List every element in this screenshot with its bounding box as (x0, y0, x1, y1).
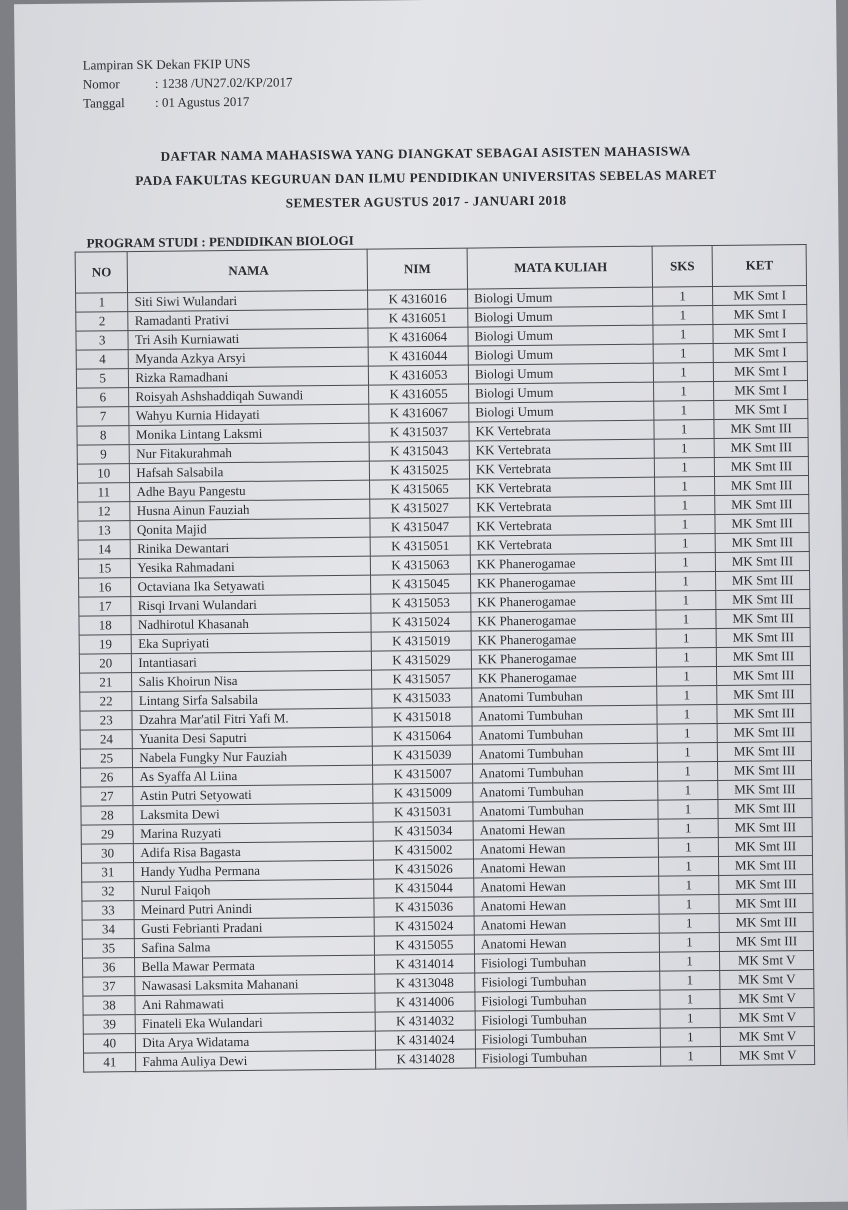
cell-no: 23 (80, 711, 133, 731)
cell-ket: MK Smt I (714, 381, 808, 401)
letter-metadata (83, 53, 293, 112)
cell-nama: Wahyu Kurnia Hidayati (129, 404, 369, 426)
cell-nim: K 4315029 (371, 650, 471, 670)
cell-no: 13 (78, 521, 131, 541)
cell-nim: K 4316055 (369, 384, 469, 404)
cell-ket: MK Smt III (716, 590, 810, 610)
cell-ket: MK Smt III (719, 931, 813, 951)
cell-nama: Meinard Putri Anindi (134, 898, 374, 920)
cell-mata-kuliah: KK Phanerogamae (471, 629, 656, 650)
cell-ket: MK Smt III (718, 817, 812, 837)
cell-no: 30 (81, 844, 134, 864)
cell-sks: 1 (654, 400, 715, 420)
cell-ket: MK Smt III (717, 665, 811, 685)
cell-ket: MK Smt III (714, 419, 808, 439)
cell-no: 32 (82, 882, 135, 902)
cell-nama: Nur Fitakurahmah (130, 442, 370, 464)
nomor-value: : 1238 /UN27.02/KP/2017 (154, 74, 293, 91)
cell-sks: 1 (655, 495, 716, 515)
cell-ket: MK Smt III (718, 779, 812, 799)
cell-nama: Ramadanti Prativi (128, 309, 368, 331)
cell-ket: MK Smt III (715, 533, 809, 553)
cell-nama: Safina Salma (135, 936, 375, 958)
cell-nama: Octaviana Ika Setyawati (131, 575, 371, 597)
cell-sks: 1 (660, 970, 721, 990)
cell-ket: MK Smt III (716, 552, 810, 572)
cell-mata-kuliah: KK Vertebrata (469, 439, 654, 460)
cell-nim: K 4315043 (369, 441, 469, 461)
cell-mata-kuliah: Fisiologi Tumbuhan (475, 971, 660, 992)
cell-mata-kuliah: Anatomi Hewan (474, 876, 659, 897)
cell-mata-kuliah: KK Phanerogamae (471, 648, 656, 669)
cell-mata-kuliah: Fisiologi Tumbuhan (475, 990, 660, 1011)
cell-no: 37 (83, 977, 136, 997)
cell-no: 5 (76, 369, 129, 389)
table-body (76, 286, 815, 1073)
cell-nim: K 4315031 (373, 802, 473, 822)
cell-mata-kuliah: Biologi Umum (468, 287, 653, 308)
cell-ket: MK Smt III (719, 874, 813, 894)
cell-no: 39 (83, 1015, 136, 1035)
cell-sks: 1 (652, 287, 713, 307)
cell-sks: 1 (655, 552, 716, 572)
cell-no: 40 (83, 1034, 136, 1054)
cell-mata-kuliah: Fisiologi Tumbuhan (475, 1047, 660, 1068)
cell-no: 34 (82, 920, 135, 940)
cell-nim: K 4314028 (376, 1049, 476, 1069)
cell-ket: MK Smt V (720, 1026, 814, 1046)
cell-mata-kuliah: KK Vertebrata (469, 420, 654, 441)
cell-nim: K 4314032 (375, 1011, 475, 1031)
cell-nim: K 4315026 (374, 859, 474, 879)
cell-nama: Hafsah Salsabila (130, 461, 370, 483)
cell-mata-kuliah: Biologi Umum (469, 382, 654, 403)
cell-nim: K 4315057 (372, 669, 472, 689)
cell-nama: Finateli Eka Wulandari (136, 1012, 376, 1034)
cell-no: 14 (78, 540, 131, 560)
cell-mata-kuliah: Anatomi Hewan (473, 819, 658, 840)
cell-ket: MK Smt I (714, 400, 808, 420)
cell-nama: Lintang Sirfa Salsabila (132, 689, 372, 711)
cell-sks: 1 (655, 533, 716, 553)
cell-nama: Rizka Ramadhani (129, 366, 369, 388)
cell-sks: 1 (659, 951, 720, 971)
cell-nama: Ani Rahmawati (135, 993, 375, 1015)
cell-nim: K 4316067 (369, 403, 469, 423)
cell-no: 31 (82, 863, 135, 883)
cell-nim: K 4315018 (372, 707, 472, 727)
cell-ket: MK Smt III (715, 495, 809, 515)
cell-sks: 1 (655, 514, 716, 534)
cell-nim: K 4315019 (371, 631, 471, 651)
cell-no: 3 (76, 331, 129, 351)
cell-mata-kuliah: Anatomi Tumbuhan (472, 724, 657, 745)
cell-nim: K 4316016 (368, 289, 468, 309)
cell-no: 24 (80, 730, 133, 750)
cell-nim: K 4314014 (375, 954, 475, 974)
cell-nim: K 4314024 (375, 1030, 475, 1050)
cell-mata-kuliah: Biologi Umum (468, 325, 653, 346)
cell-sks: 1 (657, 685, 718, 705)
cell-nama: Yesika Rahmadani (131, 556, 371, 578)
cell-nim: K 4315053 (371, 593, 471, 613)
cell-nim: K 4315063 (370, 555, 470, 575)
cell-no: 36 (83, 958, 136, 978)
cell-sks: 1 (656, 628, 717, 648)
cell-no: 6 (77, 388, 130, 408)
cell-nim: K 4315051 (370, 536, 470, 556)
tanggal-value: : 01 Agustus 2017 (154, 93, 250, 110)
cell-no: 19 (79, 635, 132, 655)
cell-nama: Tri Asih Kurniawati (128, 328, 368, 350)
cell-nama: Nurul Faiqoh (134, 879, 374, 901)
cell-nim: K 4315024 (371, 612, 471, 632)
cell-sks: 1 (660, 1027, 721, 1047)
cell-nama: As Syaffa Al Liina (133, 765, 373, 787)
cell-sks: 1 (656, 609, 717, 629)
cell-no: 9 (77, 445, 130, 465)
cell-ket: MK Smt III (717, 703, 811, 723)
cell-mata-kuliah: Biologi Umum (468, 363, 653, 384)
cell-sks: 1 (658, 818, 719, 838)
cell-ket: MK Smt III (718, 798, 812, 818)
cell-no: 8 (77, 426, 130, 446)
cell-ket: MK Smt III (716, 628, 810, 648)
cell-nama: Marina Ruzyati (134, 822, 374, 844)
cell-no: 26 (81, 768, 134, 788)
cell-mata-kuliah: Anatomi Hewan (474, 914, 659, 935)
cell-nama: Laksmita Dewi (133, 803, 373, 825)
cell-no: 33 (82, 901, 135, 921)
cell-nama: Astin Putri Setyowati (133, 784, 373, 806)
cell-no: 21 (80, 673, 133, 693)
cell-nama: Salis Khoirun Nisa (132, 670, 372, 692)
cell-no: 4 (76, 350, 129, 370)
cell-nim: K 4313048 (375, 973, 475, 993)
cell-ket: MK Smt III (719, 893, 813, 913)
cell-nama: Dzahra Mar'atil Fitri Yafi M. (132, 708, 372, 730)
program-studi-heading: PROGRAM STUDI : PENDIDIKAN BIOLOGI (86, 232, 354, 251)
cell-mata-kuliah: Fisiologi Tumbuhan (474, 952, 659, 973)
cell-sks: 1 (659, 932, 720, 952)
cell-nama: Gusti Febrianti Pradani (135, 917, 375, 939)
cell-nim: K 4316064 (368, 327, 468, 347)
cell-no: 20 (79, 654, 132, 674)
cell-nama: Yuanita Desi Saputri (133, 727, 373, 749)
cell-nim: K 4315009 (373, 783, 473, 803)
cell-sks: 1 (658, 856, 719, 876)
cell-ket: MK Smt III (715, 514, 809, 534)
cell-ket: MK Smt III (716, 571, 810, 591)
cell-nim: K 4315044 (374, 878, 474, 898)
cell-nim: K 4315027 (370, 498, 470, 518)
title-line-1: DAFTAR NAMA MAHASISWA YANG DIANGKAT SEBAGAI ASISTEN MAHASISWA (160, 143, 691, 164)
title-line-2: PADA FAKULTAS KEGURUAN DAN ILMU PENDIDIKAN UNIVERSITAS SEBELAS MARET (135, 166, 717, 189)
column-header-ket: KET (712, 245, 806, 287)
cell-nama: Nadhirotul Khasanah (131, 613, 371, 635)
cell-nim: K 4315007 (373, 764, 473, 784)
cell-sks: 1 (654, 438, 715, 458)
cell-ket: MK Smt III (718, 741, 812, 761)
cell-sks: 1 (660, 1046, 721, 1066)
cell-nama: Intantiasari (132, 651, 372, 673)
cell-ket: MK Smt III (717, 647, 811, 667)
cell-nama: Handy Yudha Permana (134, 860, 374, 882)
nomor-label: Nomor (82, 76, 120, 92)
cell-mata-kuliah: KK Vertebrata (470, 515, 655, 536)
cell-nama: Adifa Risa Bagasta (134, 841, 374, 863)
cell-nama: Dita Arya Widatama (136, 1031, 376, 1053)
cell-ket: MK Smt I (713, 286, 807, 306)
cell-no: 27 (81, 787, 134, 807)
cell-mata-kuliah: Biologi Umum (468, 306, 653, 327)
cell-nama: Qonita Majid (130, 518, 370, 540)
cell-nim: K 4316053 (368, 365, 468, 385)
cell-nim: K 4315055 (374, 935, 474, 955)
cell-mata-kuliah: Anatomi Tumbuhan (473, 762, 658, 783)
column-header-nim: NIM (367, 248, 467, 290)
cell-ket: MK Smt III (717, 684, 811, 704)
cell-sks: 1 (659, 875, 720, 895)
cell-nama: Adhe Bayu Pangestu (130, 480, 370, 502)
document-page (14, 0, 848, 1210)
cell-ket: MK Smt V (720, 988, 814, 1008)
cell-ket: MK Smt III (719, 855, 813, 875)
cell-nama: Risqi Irvani Wulandari (131, 594, 371, 616)
cell-ket: MK Smt III (714, 438, 808, 458)
cell-mata-kuliah: KK Phanerogamae (471, 591, 656, 612)
cell-sks: 1 (654, 457, 715, 477)
cell-ket: MK Smt V (721, 1045, 815, 1065)
cell-no: 41 (84, 1053, 137, 1073)
cell-nama: Rinika Dewantari (131, 537, 371, 559)
cell-ket: MK Smt III (718, 760, 812, 780)
cell-ket: MK Smt III (719, 912, 813, 932)
tanggal-line (83, 91, 293, 112)
cell-sks: 1 (656, 647, 717, 667)
column-header-nama: NAMA (128, 249, 368, 293)
cell-nim: K 4315025 (369, 460, 469, 480)
cell-nim: K 4315039 (372, 745, 472, 765)
cell-sks: 1 (653, 325, 714, 345)
cell-no: 18 (79, 616, 132, 636)
cell-no: 38 (83, 996, 136, 1016)
cell-no: 2 (76, 312, 129, 332)
cell-nim: K 4315047 (370, 517, 470, 537)
cell-sks: 1 (660, 989, 721, 1009)
cell-sks: 1 (659, 913, 720, 933)
cell-no: 22 (80, 692, 133, 712)
cell-nama: Nawasasi Laksmita Mahanani (135, 974, 375, 996)
cell-sks: 1 (654, 419, 715, 439)
cell-sks: 1 (653, 306, 714, 326)
lampiran-line: Lampiran SK Dekan FKIP UNS (82, 55, 251, 73)
cell-ket: MK Smt I (714, 362, 808, 382)
cell-sks: 1 (653, 362, 714, 382)
cell-nim: K 4315033 (372, 688, 472, 708)
cell-no: 28 (81, 806, 134, 826)
cell-mata-kuliah: KK Vertebrata (470, 534, 655, 555)
cell-sks: 1 (658, 780, 719, 800)
cell-ket: MK Smt III (716, 609, 810, 629)
cell-nama: Monika Lintang Laksmi (129, 423, 369, 445)
cell-nim: K 4315064 (372, 726, 472, 746)
cell-mata-kuliah: Anatomi Tumbuhan (473, 781, 658, 802)
cell-mata-kuliah: Biologi Umum (468, 344, 653, 365)
nomor-line (83, 72, 293, 93)
cell-nama: Nabela Fungky Nur Fauziah (133, 746, 373, 768)
cell-nim: K 4314006 (375, 992, 475, 1012)
cell-mata-kuliah: Fisiologi Tumbuhan (475, 1028, 660, 1049)
cell-no: 16 (79, 578, 132, 598)
cell-nim: K 4315002 (373, 840, 473, 860)
cell-nama: Roisyah Ashshaddiqah Suwandi (129, 385, 369, 407)
tanggal-label: Tanggal (82, 95, 125, 111)
cell-nim: K 4315024 (374, 916, 474, 936)
cell-no: 7 (77, 407, 130, 427)
cell-nim: K 4315037 (369, 422, 469, 442)
cell-ket: MK Smt III (715, 457, 809, 477)
cell-ket: MK Smt III (715, 476, 809, 496)
cell-nim: K 4315045 (371, 574, 471, 594)
cell-no: 29 (81, 825, 134, 845)
cell-ket: MK Smt I (713, 343, 807, 363)
cell-sks: 1 (658, 837, 719, 857)
cell-nama: Husna Ainun Fauziah (130, 499, 370, 521)
cell-nama: Siti Siwi Wulandari (128, 290, 368, 312)
cell-mata-kuliah: KK Phanerogamae (471, 572, 656, 593)
cell-mata-kuliah: Anatomi Hewan (474, 933, 659, 954)
cell-mata-kuliah: KK Phanerogamae (472, 667, 657, 688)
cell-nim: K 4315065 (370, 479, 470, 499)
cell-mata-kuliah: Anatomi Hewan (473, 857, 658, 878)
cell-nama: Eka Supriyati (132, 632, 372, 654)
cell-nama: Myanda Azkya Arsyi (129, 347, 369, 369)
cell-no: 35 (82, 939, 135, 959)
cell-nim: K 4315036 (374, 897, 474, 917)
cell-ket: MK Smt V (720, 1007, 814, 1027)
cell-mata-kuliah: Fisiologi Tumbuhan (475, 1009, 660, 1030)
cell-sks: 1 (656, 590, 717, 610)
cell-ket: MK Smt III (717, 722, 811, 742)
cell-mata-kuliah: Anatomi Tumbuhan (472, 743, 657, 764)
cell-sks: 1 (657, 704, 718, 724)
cell-no: 10 (77, 464, 130, 484)
cell-mata-kuliah: KK Phanerogamae (470, 553, 655, 574)
cell-mata-kuliah: Biologi Umum (469, 401, 654, 422)
cell-no: 11 (78, 483, 131, 503)
cell-no: 1 (76, 293, 129, 313)
cell-nim: K 4316044 (368, 346, 468, 366)
cell-sks: 1 (653, 343, 714, 363)
cell-nim: K 4316051 (368, 308, 468, 328)
cell-mata-kuliah: KK Vertebrata (470, 496, 655, 517)
cell-ket: MK Smt III (719, 836, 813, 856)
cell-no: 15 (78, 559, 131, 579)
cell-sks: 1 (653, 381, 714, 401)
cell-sks: 1 (659, 894, 720, 914)
cell-sks: 1 (657, 761, 718, 781)
cell-ket: MK Smt I (713, 324, 807, 344)
column-header-no: NO (75, 252, 128, 294)
student-table (75, 244, 816, 1073)
cell-mata-kuliah: Anatomi Tumbuhan (472, 705, 657, 726)
cell-nama: Bella Mawar Permata (135, 955, 375, 977)
cell-sks: 1 (658, 799, 719, 819)
cell-sks: 1 (656, 666, 717, 686)
cell-no: 17 (79, 597, 132, 617)
cell-mata-kuliah: KK Phanerogamae (471, 610, 656, 631)
cell-ket: MK Smt V (720, 969, 814, 989)
cell-no: 12 (78, 502, 131, 522)
cell-sks: 1 (654, 476, 715, 496)
cell-mata-kuliah: Anatomi Tumbuhan (472, 686, 657, 707)
document-title (56, 138, 797, 218)
cell-sks: 1 (660, 1008, 721, 1028)
cell-ket: MK Smt V (720, 950, 814, 970)
cell-no: 25 (80, 749, 133, 769)
cell-sks: 1 (655, 571, 716, 591)
cell-mata-kuliah: Anatomi Tumbuhan (473, 800, 658, 821)
column-header-mata-kuliah: MATA KULIAH (467, 246, 652, 289)
cell-nama: Fahma Auliya Dewi (136, 1050, 376, 1072)
cell-mata-kuliah: Anatomi Hewan (474, 895, 659, 916)
cell-nim: K 4315034 (373, 821, 473, 841)
column-header-sks: SKS (652, 246, 713, 288)
cell-sks: 1 (657, 742, 718, 762)
cell-sks: 1 (657, 723, 718, 743)
cell-mata-kuliah: KK Vertebrata (469, 458, 654, 479)
cell-mata-kuliah: KK Vertebrata (470, 477, 655, 498)
cell-mata-kuliah: Anatomi Hewan (473, 838, 658, 859)
cell-ket: MK Smt I (713, 305, 807, 325)
title-line-3: SEMESTER AGUSTUS 2017 - JANUARI 2018 (285, 192, 567, 211)
